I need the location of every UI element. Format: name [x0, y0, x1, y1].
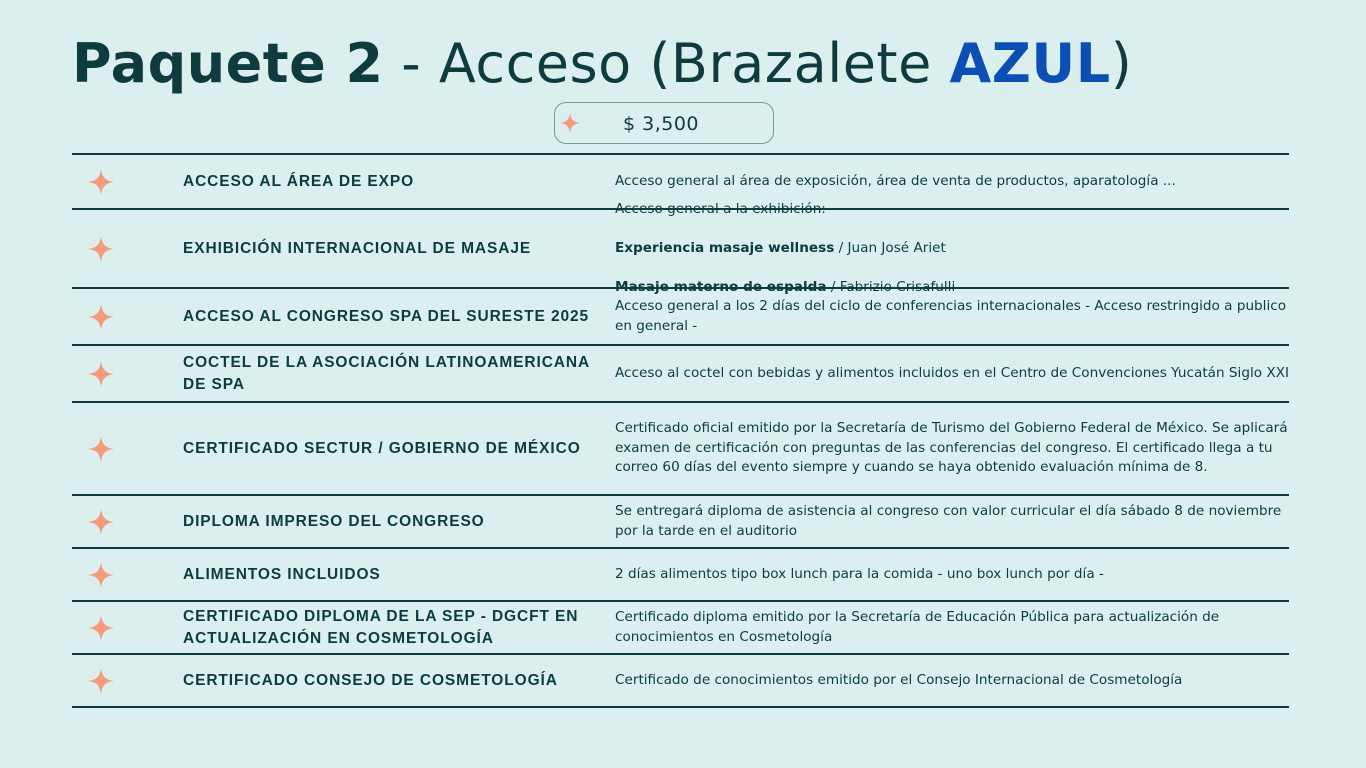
table-row	[72, 496, 1289, 549]
title-close: )	[1110, 32, 1133, 95]
feature-description: Certificado oficial emitido por la Secretaría de Turismo del Gobierno Federal de México. Se aplicará examen de certificación con preguntas de las conferencias del congreso. El certificado llega a tu correo 60 días del evento siempre y cuando se haya obtenido evaluación mínima de 8.	[615, 420, 1288, 476]
feature-description: 2 días alimentos tipo box lunch para la comida - uno box lunch por día -	[615, 565, 1104, 582]
feature-description: Acceso al coctel con bebidas y alimentos incluidos en el Centro de Convenciones Yucatán Siglo XXI	[615, 364, 1290, 381]
features-table	[72, 153, 1289, 708]
title-access: - Acceso (Brazalete	[383, 32, 950, 95]
title-package: Paquete 2	[72, 32, 384, 95]
feature-name: CERTIFICADO SECTUR / GOBIERNO DE MÉXICO	[183, 439, 581, 457]
item-author: / Fabrizio Crisafulli	[826, 278, 956, 295]
feature-name: COCTEL DE LA ASOCIACIÓN LATINOAMERICANA DE SPA	[183, 353, 590, 393]
item-title: Experiencia masaje wellness	[615, 239, 835, 256]
table-row	[72, 655, 1289, 708]
feature-description: Certificado de conocimientos emitido por el Consejo Internacional de Cosmetología	[615, 671, 1183, 688]
description-item	[615, 239, 1289, 259]
sparkle-icon	[88, 562, 114, 588]
table-row	[72, 200, 1289, 295]
sparkle-icon	[88, 436, 114, 462]
sparkle-icon	[88, 509, 114, 535]
title-color-accent: AZUL	[949, 32, 1111, 95]
sparkle-icon	[88, 236, 114, 262]
description-intro: Acceso general a la exhibición:	[615, 200, 826, 217]
feature-name: EXHIBICIÓN INTERNACIONAL DE MASAJE	[183, 239, 532, 257]
feature-description: Se entregará diploma de asistencia al congreso con valor curricular el día sábado 8 de noviembre por la tarde en el auditorio	[615, 503, 1282, 539]
sparkle-icon	[88, 615, 114, 641]
feature-name: CERTIFICADO DIPLOMA DE LA SEP - DGCFT EN ACTUALIZACIÓN EN COSMETOLOGÍA	[183, 607, 579, 647]
feature-description: Certificado diploma emitido por la Secretaría de Educación Pública para actualización de conocimientos en Cosmetología	[615, 609, 1220, 645]
feature-name: ACCESO AL ÁREA DE EXPO	[183, 172, 415, 190]
table-row	[72, 549, 1289, 602]
feature-name: CERTIFICADO CONSEJO DE COSMETOLOGÍA	[183, 671, 558, 689]
table-row	[72, 403, 1289, 496]
item-title: Masaje materno de espalda	[615, 278, 827, 295]
feature-name: DIPLOMA IMPRESO DEL CONGRESO	[183, 512, 485, 530]
sparkle-icon	[560, 113, 580, 133]
sparkle-icon	[88, 361, 114, 387]
sparkle-icon	[88, 304, 114, 330]
page-title	[72, 28, 1132, 100]
price-badge	[554, 102, 774, 144]
item-author: / Juan José Ariet	[834, 239, 946, 256]
table-row	[72, 346, 1289, 403]
sparkle-icon	[88, 169, 114, 195]
table-row	[72, 289, 1289, 346]
feature-name: ALIMENTOS INCLUIDOS	[183, 565, 381, 583]
feature-description: Acceso general al área de exposición, área de venta de productos, aparatología ...	[615, 172, 1176, 189]
feature-description: Acceso general a los 2 días del ciclo de conferencias internacionales - Acceso restringido a publico en general -	[615, 298, 1287, 334]
sparkle-icon	[88, 668, 114, 694]
table-row	[72, 602, 1289, 655]
feature-name: ACCESO AL CONGRESO SPA DEL SURESTE 2025	[183, 307, 590, 325]
price-value: $ 3,500	[623, 113, 700, 135]
